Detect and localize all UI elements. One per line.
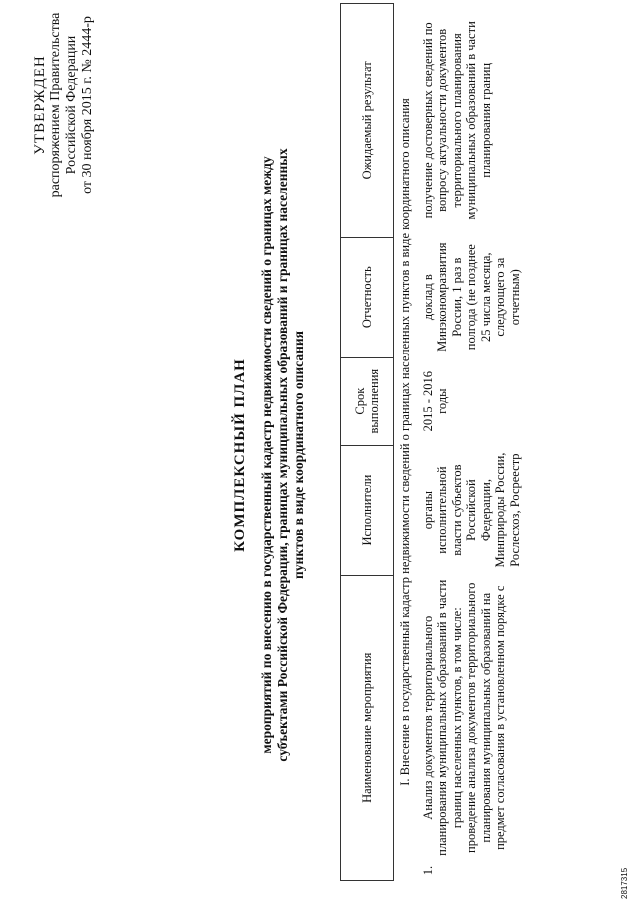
plan-subtitle-line: мероприятий по внесению в государственный кадастр недвижимости сведений о границах между — [259, 156, 274, 754]
table-row — [417, 4, 527, 881]
approval-line: Российской Федерации — [64, 35, 79, 175]
column-header-result: Ожидаемый результат — [341, 4, 394, 238]
plan-subtitle-line: субъектами Российской Федерации, границах муниципальных образований и границах населенных — [275, 148, 290, 762]
approval-stamp — [32, 5, 96, 205]
activity-result: получение достоверных сведений по вопросу актуальности документов территориального планирования муниципальных образований в части планирования границ — [420, 21, 493, 220]
plan-table — [340, 3, 526, 881]
plan-title: КОМПЛЕКСНЫЙ ПЛАН — [232, 358, 248, 552]
approval-title: УТВЕРЖДЕН — [32, 55, 48, 155]
document-heading — [232, 65, 307, 845]
section-row — [394, 4, 417, 881]
row-number: 1. — [420, 865, 435, 876]
column-header-reporting: Отчетность — [341, 237, 394, 357]
activity-name: Анализ документов территориального планирования муниципальных образований в части границ населенных пунктов, в том числе: проведение анализа документов территориального планирования муниципальных образований на предмет согласования в установленном порядке с — [420, 579, 507, 856]
column-header-name: Наименование мероприятия — [341, 575, 394, 880]
section-title: I. Внесение в государственный кадастр недвижимости сведений о границах населенных пунктов в виде координатного описания — [398, 98, 412, 786]
column-header-deadline: Срок выполнения — [341, 357, 394, 445]
table-header-row — [341, 4, 394, 881]
activity-reporting: доклад в Минэкономразвития России, 1 раз в полгода (не позднее 25 числа месяца, следующего за отчетным) — [420, 242, 522, 352]
plan-subtitle-line: пунктов в виде координатного описания — [291, 331, 306, 579]
activity-executors: органы исполнительной власти субъектов Российской Федерации, Минприроды России, Рослесхоз, Росреестр — [420, 452, 522, 568]
activity-deadline: 2015 - 2016 годы — [420, 370, 449, 432]
document-code: 2817315 — [620, 867, 629, 899]
approval-line: распоряжением Правительства — [48, 12, 63, 198]
approval-line: от 30 ноября 2015 г. № 2444-р — [80, 16, 95, 194]
column-header-executors: Исполнители — [341, 445, 394, 575]
